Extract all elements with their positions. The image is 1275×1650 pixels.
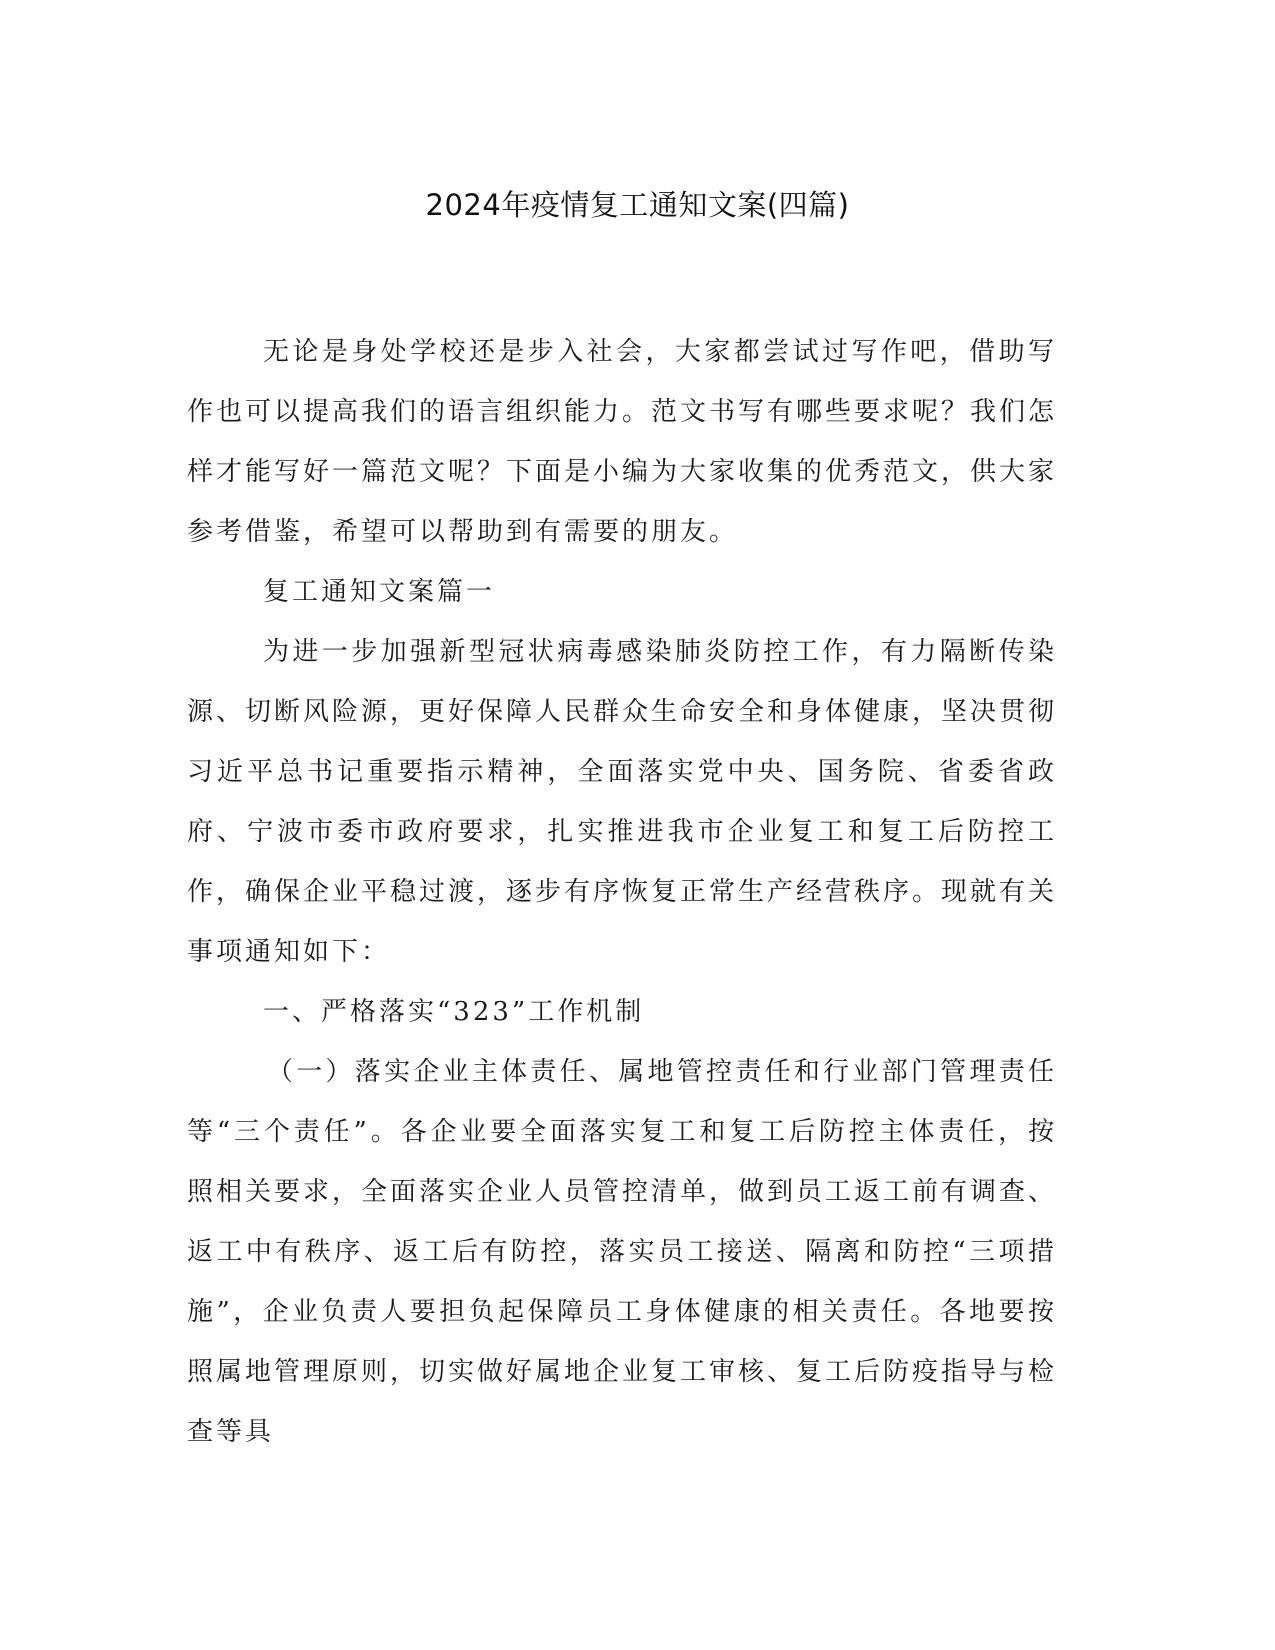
intro-paragraph: 无论是身处学校还是步入社会，大家都尝试过写作吧，借助写作也可以提高我们的语言组织能力。范文书写有哪些要求呢？我们怎样才能写好一篇范文呢？下面是小编为大家收集的优秀范文，供大家参考借鉴，希望可以帮助到有需要的朋友。	[187, 337, 1058, 547]
item-heading: 一、严格落实“323”工作机制	[263, 997, 645, 1027]
document-title: 2024年疫情复工通知文案(四篇)	[425, 188, 850, 222]
body-paragraph-1: 为进一步加强新型冠状病毒感染肺炎防控工作，有力隔断传染源、切断风险源，更好保障人民群众生命安全和身体健康，坚决贯彻习近平总书记重要指示精神，全面落实党中央、国务院、省委省政府、宁波市委市政府要求，扎实推进我市企业复工和复工后防控工作，确保企业平稳过渡，逐步有序恢复正常生产经营秩序。现就有关事项通知如下：	[187, 637, 1058, 967]
section-heading: 复工通知文案篇一	[263, 577, 496, 607]
document-body	[187, 322, 1057, 1462]
body-paragraph-2: （一）落实企业主体责任、属地管控责任和行业部门管理责任等“三个责任”。各企业要全面落实复工和复工后防控主体责任，按照相关要求，全面落实企业人员管控清单，做到员工返工前有调查、返工中有秩序、返工后有防控，落实员工接送、隔离和防控“三项措施”，企业负责人要担负起保障员工身体健康的相关责任。各地要按照属地管理原则，切实做好属地企业复工审核、复工后防疫指导与检查等具	[187, 1057, 1058, 1447]
